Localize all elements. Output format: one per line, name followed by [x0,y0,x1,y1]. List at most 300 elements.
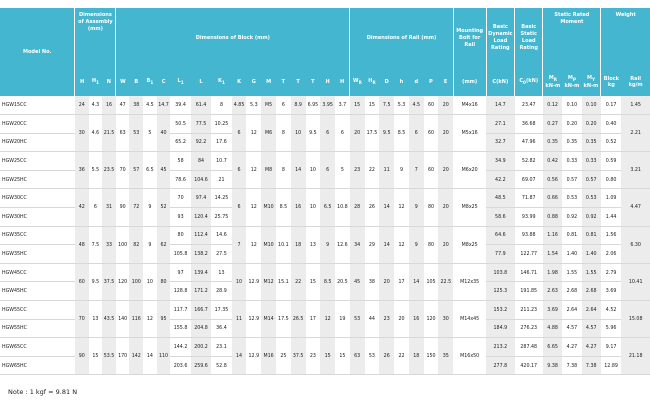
cell-b: 82 [129,226,143,263]
cell-h: 36 [75,152,89,189]
cell-d: 20 [379,263,394,300]
th-w-block-unit: kg [607,82,615,88]
cell-mp: 0.33 [562,152,581,171]
cell-mr: 6.65 [543,338,562,357]
cell-k1: 21 [211,170,231,189]
cell-w: 140 [116,300,130,337]
th-MP-base: M [567,74,573,81]
cell-my: 0.81 [582,226,601,245]
cell-h1: 13 [89,300,103,337]
cell-h: 70 [75,300,89,337]
cell-p: 120 [424,300,439,337]
th-block: Dimensions of Block (mm) [116,8,350,68]
cell-t: 17.5 [276,300,291,337]
cell-d: 7 [409,152,424,189]
cell-my: 0.35 [582,133,601,152]
th-dynamic: Basic Dynamic Load Rating [486,8,514,68]
cell-wr: 15 [350,96,365,115]
cell-h: 24 [75,96,89,115]
cell-t1: 22 [291,263,306,300]
cell-h: 5.3 [394,96,409,115]
cell-l1: 117.7 [170,300,190,319]
cell-model: HGW15CC [0,96,75,115]
cell-p: 60 [424,115,439,152]
cell-h: 48 [75,226,89,263]
th-H: H [75,68,89,96]
th-MR-sub: R [553,78,557,84]
cell-l: 61.4 [191,96,211,115]
th-rail: Dimensions of Rail (mm) [350,8,453,68]
th-T1: T [291,68,306,96]
cell-mr: 3.69 [543,300,562,319]
cell-h2: 6.5 [320,189,335,226]
cell-w: 47 [116,96,130,115]
cell-bolt: M8x25 [453,189,486,226]
cell-k1: 17.6 [211,133,231,152]
th-MY-unit: kN-m [583,83,599,90]
cell-h3: 5 [335,152,350,189]
cell-c0: 146.71 [515,263,543,282]
th-K2: K [232,68,247,96]
cell-h: 42 [75,189,89,226]
cell-t: 25 [276,338,291,375]
cell-c0: 36.68 [515,115,543,134]
cell-n: 23.5 [102,152,116,189]
cell-l1: 105.8 [170,245,190,264]
cell-k1: 10.7 [211,152,231,171]
th-L1-base: L [177,77,181,84]
cell-t2: 17 [306,300,321,337]
cell-w: 100 [116,226,130,263]
cell-d: 26 [379,338,394,375]
cell-c: 125.3 [486,282,514,301]
cell-bolt: M4x16 [453,96,486,115]
th-WR-sub: R [358,81,362,87]
th-MP-sub: P [572,78,576,84]
cell-mr: 2.63 [543,282,562,301]
cell-d: 11 [379,152,394,189]
cell-d: 6 [409,115,424,152]
cell-my: 0.33 [582,152,601,171]
th-MR-unit: kN-m [545,83,561,90]
cell-mr: 0.27 [543,115,562,134]
cell-bolt: M5x16 [453,115,486,152]
th-W: W [116,68,130,96]
cell-m: M16 [261,338,276,375]
cell-c: 103.8 [486,263,514,282]
table-row [0,226,650,245]
cell-w: 170 [116,338,130,375]
cell-l: 138.2 [191,245,211,264]
cell-d: 9.5 [379,115,394,152]
cell-c: 58.6 [486,207,514,226]
cell-k2: 10 [232,263,247,300]
cell-hr: 26 [365,189,380,226]
cell-n: 21.5 [102,115,116,152]
cell-e: 20 [438,189,453,226]
cell-hr: 38 [365,263,380,300]
cell-c: 42.2 [486,170,514,189]
cell-model: HGW55HC [0,319,75,338]
cell-p: 60 [424,96,439,115]
cell-hr: 29 [365,226,380,263]
spec-table [0,8,650,375]
cell-h1: 4.6 [89,115,103,152]
cell-c: 110 [157,338,171,375]
cell-h1: 15 [89,338,103,375]
th-T2: T [306,68,321,96]
th-B: B [129,68,143,96]
cell-w: 63 [116,115,130,152]
cell-c: 32.7 [486,133,514,152]
th-K1-base: K [218,77,222,84]
cell-c0: 420.17 [515,356,543,375]
cell-c: 52 [157,189,171,226]
cell-l: 77.5 [191,115,211,134]
cell-h2: 9 [320,226,335,263]
cell-k1: 14.25 [211,189,231,208]
cell-m: M10 [261,189,276,226]
cell-c: 64.6 [486,226,514,245]
cell-l: 139.4 [191,263,211,282]
cell-k2: 6 [232,152,247,189]
cell-m: M6 [261,115,276,152]
cell-h: 12 [394,189,409,226]
cell-c: 14.7 [486,96,514,115]
cell-b1: 14 [143,338,157,375]
th-H1-base: H [91,77,97,84]
cell-d: 16 [409,300,424,337]
cell-l: 171.2 [191,282,211,301]
cell-t1: 16 [291,189,306,226]
cell-k1: 13 [211,263,231,282]
cell-h: 22 [394,338,409,375]
footnote: Note : 1 kgf = 9.81 N [8,388,78,396]
cell-wb: 0.59 [601,152,621,171]
th-T: T [276,68,291,96]
cell-n: 43.5 [102,300,116,337]
cell-h2: 6 [320,152,335,189]
th-WR-base: W [353,77,359,84]
cell-e: 20 [438,226,453,263]
cell-wb: 0.52 [601,133,621,152]
cell-e: 20 [438,96,453,115]
cell-c: 153.2 [486,300,514,319]
cell-mr: 1.98 [543,263,562,282]
cell-mp: 0.81 [562,226,581,245]
cell-t: 10.1 [276,226,291,263]
cell-mp: 2.68 [562,282,581,301]
cell-mp: 0.35 [562,133,581,152]
cell-h3: 12.6 [335,226,350,263]
th-N: N [102,68,116,96]
cell-mr: 0.42 [543,152,562,171]
cell-m: M8 [261,152,276,189]
th-H2: H [320,68,335,96]
cell-t1: 10 [291,115,306,152]
cell-g: 5.3 [246,96,261,115]
cell-l1: 58 [170,152,190,171]
table-row [0,189,650,208]
cell-wr: 20 [350,115,365,152]
cell-bolt: M8x25 [453,226,486,263]
cell-b: 116 [129,300,143,337]
cell-c0: 69.07 [515,170,543,189]
cell-c0: 93.99 [515,207,543,226]
cell-weight-rail: 2.21 [621,115,650,152]
th-MY [582,68,601,96]
cell-mp: 1.40 [562,245,581,264]
cell-bolt: M6x20 [453,152,486,189]
th-C-dyn: C(kN) [486,68,514,96]
cell-l1: 65.2 [170,133,190,152]
cell-e: 30 [438,300,453,337]
cell-l1: 70 [170,189,190,208]
cell-l: 200.2 [191,338,211,357]
cell-l1: 78.6 [170,170,190,189]
th-C0-unit: (kN) [525,77,539,84]
cell-h3: 6 [335,115,350,152]
cell-l: 259.6 [191,356,211,375]
cell-k1: 8 [211,96,231,115]
cell-g: 12 [246,152,261,189]
cell-model: HGW65HC [0,356,75,375]
cell-m: M14 [261,300,276,337]
cell-k2: 14 [232,338,247,375]
cell-k1: 23.1 [211,338,231,357]
cell-l1: 80 [170,226,190,245]
cell-t: 8 [276,115,291,152]
cell-b1: 12 [143,300,157,337]
th-moment: Static Rated Moment [543,8,601,68]
cell-model: HGW25HC [0,170,75,189]
cell-t1: 37.5 [291,338,306,375]
cell-my: 1.55 [582,263,601,282]
cell-c: 184.9 [486,319,514,338]
th-HR [365,68,380,96]
cell-k2: 6 [232,115,247,152]
cell-my: 2.64 [582,300,601,319]
cell-mp: 0.20 [562,115,581,134]
cell-e: 35 [438,338,453,375]
cell-mr: 0.88 [543,207,562,226]
th-E: E [438,68,453,96]
cell-mp: 2.64 [562,300,581,319]
cell-mr: 0.56 [543,170,562,189]
cell-k1: 14.6 [211,226,231,245]
cell-l: 204.8 [191,319,211,338]
cell-c0: 47.96 [515,133,543,152]
cell-h: 8.5 [394,115,409,152]
th-WR [350,68,365,96]
cell-mr: 1.16 [543,226,562,245]
cell-model: HGW35HC [0,245,75,264]
cell-b: 57 [129,152,143,189]
th-d: d [409,68,424,96]
cell-c: 95 [157,300,171,337]
cell-e: 22.5 [438,263,453,300]
cell-g: 12 [246,189,261,226]
cell-mr: 1.54 [543,245,562,264]
cell-k1: 10.25 [211,115,231,134]
cell-mp: 0.53 [562,189,581,208]
cell-my: 4.27 [582,338,601,357]
cell-wb: 3.69 [601,282,621,301]
cell-l: 112.4 [191,226,211,245]
th-K1-sub: 1 [221,81,225,87]
cell-model: HGW55CC [0,300,75,319]
cell-my: 2.68 [582,282,601,301]
cell-w: 120 [116,263,130,300]
th-C0-base: C [519,77,524,84]
table-row [0,338,650,357]
cell-mp: 0.10 [562,96,581,115]
cell-wb: 12.89 [601,356,621,375]
cell-b1: 5 [143,115,157,152]
cell-t2: 13 [306,226,321,263]
cell-hr: 17.5 [365,115,380,152]
cell-t: 6 [276,96,291,115]
th-B1-sub: 1 [150,81,154,87]
cell-h3: 10.8 [335,189,350,226]
th-H3: H [335,68,350,96]
th-static: Basic Static Load Rating [515,8,543,68]
cell-wr: 28 [350,189,365,226]
cell-k1: 36.4 [211,319,231,338]
cell-c: 77.9 [486,245,514,264]
cell-h: 30 [75,115,89,152]
cell-mr: 0.35 [543,133,562,152]
th-M: M [261,68,276,96]
th-w-block-label: Block [603,76,620,82]
cell-wb: 0.17 [601,96,621,115]
cell-l1: 203.6 [170,356,190,375]
th-D: D [379,68,394,96]
cell-d: 9 [409,226,424,263]
cell-e: 20 [438,115,453,152]
cell-d: 14 [379,189,394,226]
th-MP-unit: kN-m [564,83,580,90]
cell-h2: 8.5 [320,263,335,300]
cell-my: 0.92 [582,207,601,226]
cell-k1: 28.9 [211,282,231,301]
cell-my: 0.10 [582,96,601,115]
cell-n: 37.5 [102,263,116,300]
cell-d: 14 [409,263,424,300]
cell-k2: 4.85 [232,96,247,115]
cell-wb: 2.06 [601,245,621,264]
cell-wr: 53 [350,300,365,337]
cell-l1: 39.4 [170,96,190,115]
cell-n: 53.5 [102,338,116,375]
cell-e: 20 [438,152,453,189]
table-row [0,300,650,319]
cell-mr: 4.88 [543,319,562,338]
cell-my: 4.57 [582,319,601,338]
cell-c0: 276.23 [515,319,543,338]
cell-c0: 122.77 [515,245,543,264]
cell-my: 0.20 [582,115,601,134]
cell-mp: 0.57 [562,170,581,189]
cell-my: 7.38 [582,356,601,375]
cell-model: HGW30CC [0,189,75,208]
cell-c: 48.5 [486,189,514,208]
cell-w: 70 [116,152,130,189]
cell-k1: 25.75 [211,207,231,226]
cell-h2: 12 [320,300,335,337]
th-w-rail [621,68,650,96]
th-bolt-unit: (mm) [453,68,486,96]
cell-c: 14.7 [157,96,171,115]
cell-h: 12 [394,226,409,263]
cell-hr: 15 [365,96,380,115]
cell-l1: 128.8 [170,282,190,301]
cell-model: HGW30HC [0,207,75,226]
cell-b1: 10 [143,263,157,300]
cell-k2: 6 [232,189,247,226]
cell-l: 97.4 [191,189,211,208]
cell-mp: 1.55 [562,263,581,282]
cell-model: HGW45CC [0,263,75,282]
cell-l1: 144.2 [170,338,190,357]
cell-l1: 93 [170,207,190,226]
cell-c: 27.1 [486,115,514,134]
cell-weight-rail: 15.08 [621,300,650,337]
th-w-rail-label: Rail [630,76,642,82]
th-MP [562,68,581,96]
cell-h2: 3.95 [320,96,335,115]
cell-l: 92.2 [191,133,211,152]
cell-model: HGW45HC [0,282,75,301]
cell-l: 166.7 [191,300,211,319]
cell-t2: 23 [306,338,321,375]
cell-t1: 14 [291,152,306,189]
cell-h2: 6 [320,115,335,152]
cell-wb: 5.96 [601,319,621,338]
cell-b: 142 [129,338,143,375]
cell-d: 23 [379,300,394,337]
cell-bolt: M12x35 [453,263,486,300]
cell-mr: 0.66 [543,189,562,208]
th-MY-sub: Y [591,78,595,84]
cell-t: 8.5 [276,189,291,226]
cell-mp: 7.38 [562,356,581,375]
table-row [0,152,650,171]
cell-h1: 4.3 [89,96,103,115]
cell-c: 80 [157,263,171,300]
cell-mp: 4.57 [562,319,581,338]
cell-h: 90 [75,338,89,375]
cell-mr: 9.38 [543,356,562,375]
cell-wb: 9.17 [601,338,621,357]
cell-n: 33 [102,226,116,263]
cell-weight-rail: 1.45 [621,96,650,115]
cell-t: 8 [276,152,291,189]
th-L1-sub: 1 [180,81,184,87]
th-MY-base: M [586,74,592,81]
cell-c: 277.8 [486,356,514,375]
cell-h: 20 [394,300,409,337]
cell-hr: 53 [365,338,380,375]
th-HR-base: H [368,77,373,84]
cell-b1: 4.5 [143,96,157,115]
cell-w: 90 [116,189,130,226]
cell-t2: 10 [306,152,321,189]
cell-t2: 10 [306,189,321,226]
cell-model: HGW20HC [0,133,75,152]
cell-h1: 5.5 [89,152,103,189]
cell-d: 18 [409,338,424,375]
